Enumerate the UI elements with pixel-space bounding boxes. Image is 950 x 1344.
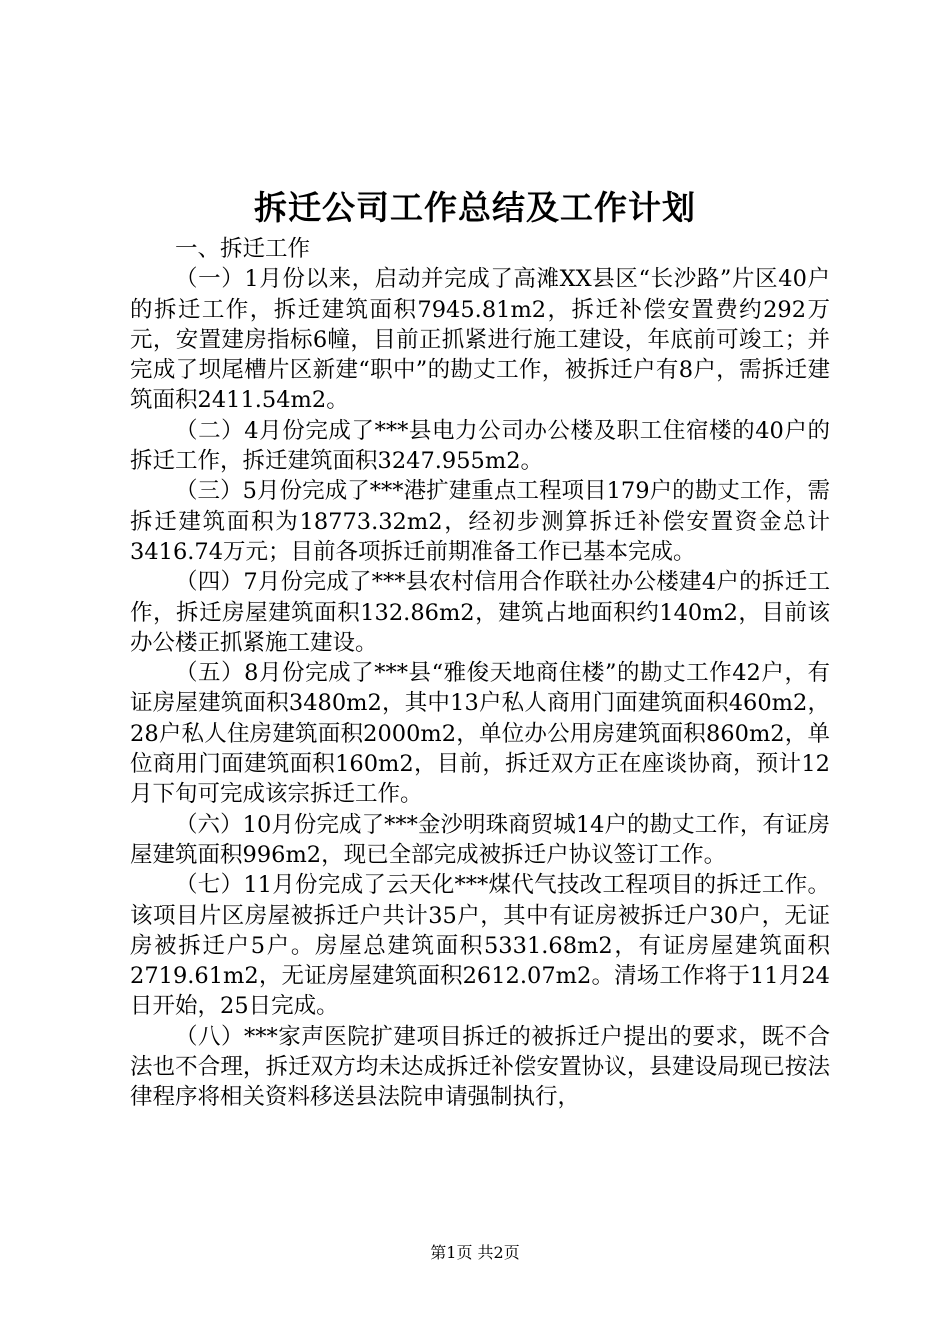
paragraph-1: （一）1月份以来，启动并完成了高滩XX县区“长沙路”片区40户的拆迁工作，拆迁建筑面积7945.81m2，拆迁补偿安置费约292万元，安置建房指标6幢，目前正抓紧进行施工建设，年底前可竣工；并完成了坝尾槽片区新建“职中”的勘丈工作，被拆迁户有8户，需拆迁建筑面积2411.54m2。 [130,266,830,414]
paragraph-2: （二）4月份完成了***县电力公司办公楼及职工住宿楼的40户的拆迁工作，拆迁建筑面积3247.955m2。 [130,417,830,475]
document-body [130,234,830,1113]
paragraph-7: （七）11月份完成了云天化***煤代气技改工程项目的拆迁工作。该项目片区房屋被拆迁户共计35户，其中有证房被拆迁户30户，无证房被拆迁户5户。房屋总建筑面积5331.68m2，有证房屋建筑面积2719.61m2，无证房屋建筑面积2612.07m2。清场工作将于11月24日开始，25日完成。 [130,872,830,1020]
paragraph-4: （四）7月份完成了***县农村信用合作联社办公楼建4户的拆迁工作，拆迁房屋建筑面积132.86m2，建筑占地面积约140m2，目前该办公楼正抓紧施工建设。 [130,569,830,656]
paragraph-8: （八）***家声医院扩建项目拆迁的被拆迁户提出的要求，既不合法也不合理，拆迁双方均未达成拆迁补偿安置协议，县建设局现已按法律程序将相关资料移送县法院申请强制执行， [130,1023,830,1111]
section-heading: 一、拆迁工作 [175,236,311,262]
document-title: 拆迁公司工作总结及工作计划 [254,188,696,227]
paragraph-3: （三）5月份完成了***港扩建重点工程项目179户的勘丈工作，需拆迁建筑面积为18773.32m2，经初步测算拆迁补偿安置资金总计3416.74万元；目前各项拆迁前期准备工作已基本完成。 [130,478,830,565]
paragraph-6: （六）10月份完成了***金沙明珠商贸城14户的勘丈工作，有证房屋建筑面积996m2，现已全部完成被拆迁户协议签订工作。 [130,811,830,868]
paragraph-5: （五）8月份完成了***县“雅俊天地商住楼”的勘丈工作42户，有证房屋建筑面积3480m2，其中13户私人商用门面建筑面积460m2，28户私人住房建筑面积2000m2，单位办公用房建筑面积860m2，单位商用门面建筑面积160m2，目前，拆迁双方正在座谈协商，预计12月下旬可完成该宗拆迁工作。 [130,660,830,808]
page-footer: 第1页 共2页 [430,1243,520,1262]
